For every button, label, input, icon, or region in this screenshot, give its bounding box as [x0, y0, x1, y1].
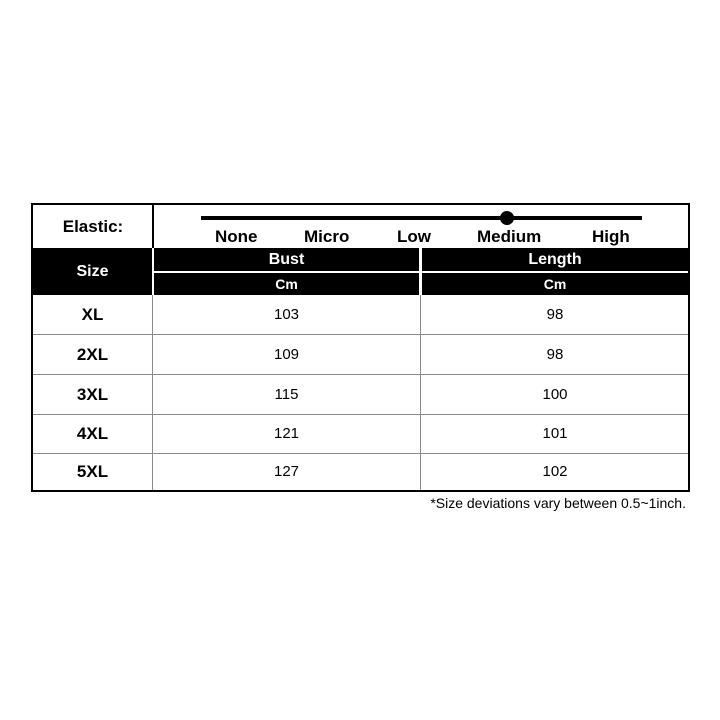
header-divider-unit [154, 271, 688, 273]
bust-cell: 115 [274, 386, 299, 403]
size-cell: 3XL [76, 384, 109, 404]
elastic-level-high: High [592, 227, 630, 246]
size-cell: 2XL [76, 344, 109, 364]
bust-unit: Cm [154, 273, 419, 295]
size-cell: XL [81, 304, 104, 324]
column-divider [420, 295, 421, 490]
length-cell: 101 [542, 425, 568, 442]
size-chart-table [31, 203, 690, 492]
bust-header: Bust [154, 248, 419, 271]
size-deviation-note: *Size deviations vary between 0.5~1inch. [430, 495, 686, 511]
size-header: Size [33, 248, 152, 295]
length-cell: 102 [542, 463, 568, 480]
bust-cell: 121 [273, 425, 300, 442]
elastic-level-micro: Micro [304, 227, 350, 246]
size-cell: 5XL [76, 461, 109, 481]
elastic-level-low: Low [397, 227, 431, 246]
length-cell: 98 [546, 306, 564, 323]
bust-cell: 127 [273, 463, 300, 480]
bust-cell: 109 [273, 346, 300, 363]
elastic-scale-marker [500, 211, 514, 225]
length-header: Length [422, 248, 688, 271]
length-cell: 98 [546, 346, 564, 363]
length-unit: Cm [422, 273, 688, 295]
elastic-level-medium: Medium [477, 227, 542, 246]
size-cell: 4XL [76, 423, 109, 443]
elastic-divider [152, 205, 154, 248]
elastic-label: Elastic: [62, 216, 124, 236]
elastic-level-none: None [215, 227, 258, 246]
elastic-scale-line [201, 216, 642, 220]
bust-cell: 103 [273, 306, 300, 323]
column-divider [152, 295, 153, 490]
length-cell: 100 [542, 386, 568, 403]
